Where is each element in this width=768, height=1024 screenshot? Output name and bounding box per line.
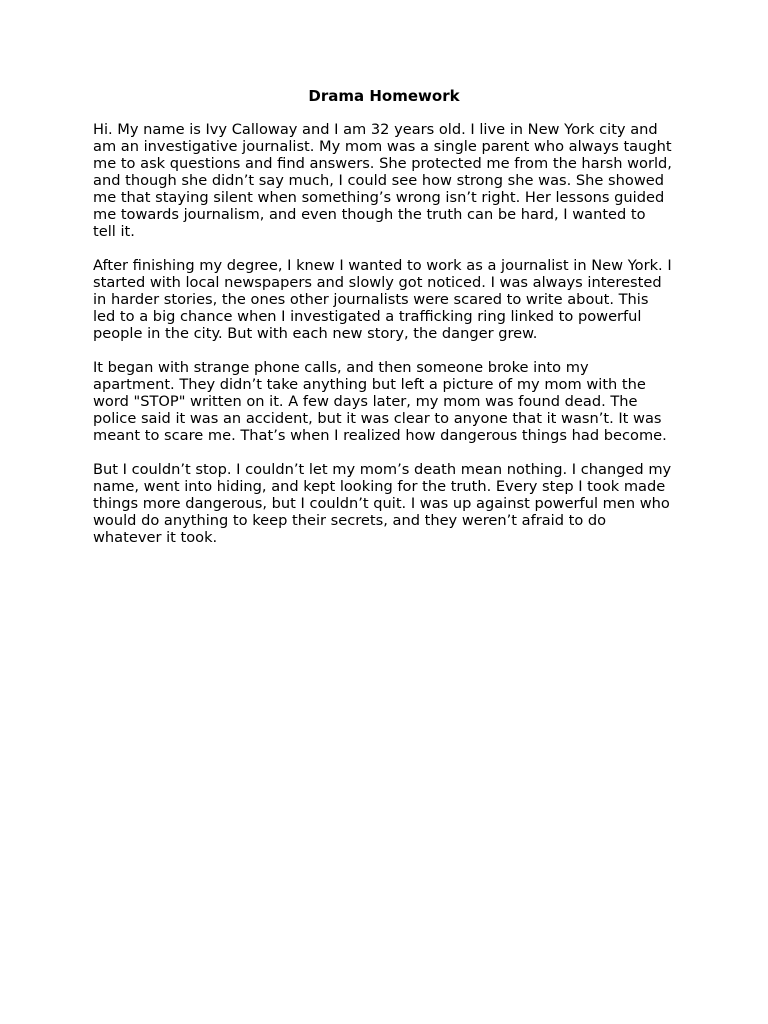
paragraph-resolve: But I couldn’t stop. I couldn’t let my mom’s death mean nothing. I changed my name, went into hiding, and kept looking for the truth. Every step I took made things more dangerous, but I couldn’t quit. I was up against powerful men who would do anything to keep their secrets, and they weren’t afraid to do whatever it took. [93,461,672,546]
document-body [93,121,673,546]
paragraph-intro: Hi. My name is Ivy Calloway and I am 32 years old. I live in New York city and am an investigative journalist. My mom was a single parent who always taught me to ask questions and find answers. She protected me from the harsh world, and though she didn’t say much, I could see how strong she was. She showed me that staying silent when something’s wrong isn’t right. Her lessons guided me towards journalism, and even though the truth can be hard, I wanted to tell it. [93,121,672,240]
paragraph-career: After finishing my degree, I knew I wanted to work as a journalist in New York. I started with local newspapers and slowly got noticed. I was always interested in harder stories, the ones other journalists were scared to write about. This led to a big chance when I investigated a trafficking ring linked to powerful people in the city. But with each new story, the danger grew. [93,257,672,342]
document-title: Drama Homework [308,87,460,105]
paragraph-threats: It began with strange phone calls, and then someone broke into my apartment. They didn’t take anything but left a picture of my mom with the word "STOP" written on it. A few days later, my mom was found dead. The police said it was an accident, but it was clear to anyone that it wasn’t. It was meant to scare me. That’s when I realized how dangerous things had become. [93,359,667,444]
